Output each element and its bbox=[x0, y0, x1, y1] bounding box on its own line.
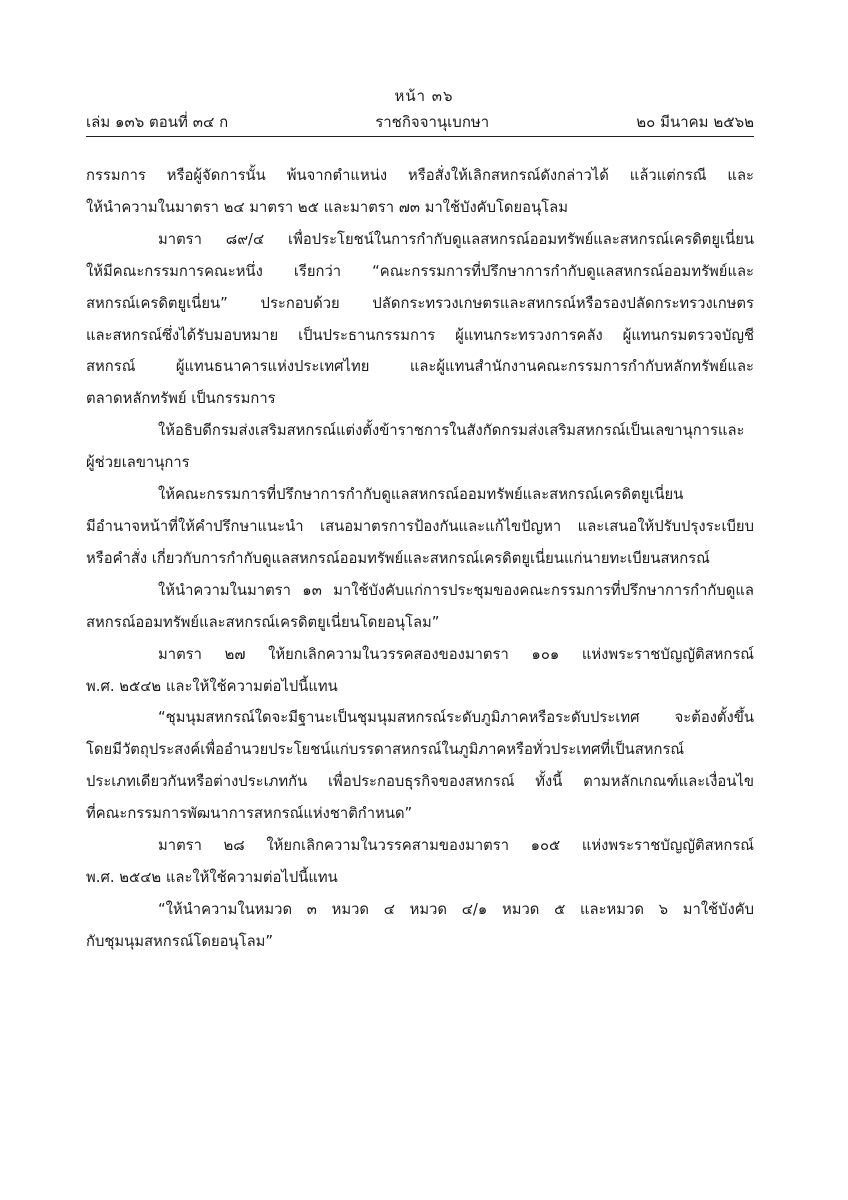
paragraph bbox=[86, 415, 754, 479]
text-line: มีอำนาจหน้าที่ให้คำปรึกษาแนะนำ เสนอมาตรการป้องกันและแก้ไขปัญหา และเสนอให้ปรับปรุงระเบียบ bbox=[86, 517, 754, 535]
volume-issue: เล่ม ๑๓๖ ตอนที่ ๓๔ ก bbox=[86, 113, 229, 131]
text-line: และสหกรณ์ซึ่งได้รับมอบหมาย เป็นประธานกรรมการ ผู้แทนกระทรวงการคลัง ผู้แทนกรมตรวจบัญชี bbox=[86, 326, 754, 344]
text-line: กรรมการ หรือผู้จัดการนั้น พ้นจากตำแหน่ง หรือสั่งให้เลิกสหกรณ์ดังกล่าวได้ แล้วแต่กรณี และ bbox=[86, 167, 754, 184]
text-line: ให้นำความในมาตรา ๒๔ มาตรา ๒๕ และมาตรา ๗๓ มาใช้บังคับโดยอนุโลม bbox=[86, 198, 568, 216]
text-line: ที่คณะกรรมการพัฒนาการสหกรณ์แห่งชาติกำหนด” bbox=[86, 805, 413, 823]
publication-name: ราชกิจจานุเบกษา bbox=[375, 113, 490, 131]
paragraph bbox=[86, 479, 754, 575]
text-line: ให้มีคณะกรรมการคณะหนึ่ง เรียกว่า “คณะกรรมการที่ปรึกษาการกำกับดูแลสหกรณ์ออมทรัพย์และ bbox=[86, 262, 754, 280]
text-line: พ.ศ. ๒๕๔๒ และให้ใช้ความต่อไปนี้แทน bbox=[86, 868, 338, 886]
text-line: สหกรณ์ ผู้แทนธนาคารแห่งประเทศไทย และผู้แทนสำนักงานคณะกรรมการกำกับหลักทรัพย์และ bbox=[86, 358, 754, 376]
text-line: มาตรา ๒๗ ให้ยกเลิกความในวรรคสองของมาตรา ๑๐๑ แห่งพระราชบัญญัติสหกรณ์ bbox=[158, 645, 754, 663]
text-line: ให้อธิบดีกรมส่งเสริมสหกรณ์แต่งตั้งข้าราชการในสังกัดกรมส่งเสริมสหกรณ์เป็นเลขานุการและ bbox=[158, 422, 745, 440]
text-line: หรือคำสั่ง เกี่ยวกับการกำกับดูแลสหกรณ์ออมทรัพย์และสหกรณ์เครดิตยูเนี่ยนแก่นายทะเบียนสหกรณ์ bbox=[86, 549, 710, 567]
text-line: ผู้ช่วยเลขานุการ bbox=[86, 454, 190, 472]
text-line: ให้นำความในมาตรา ๑๓ มาใช้บังคับแก่การประชุมของคณะกรรมการที่ปรึกษาการกำกับดูแล bbox=[158, 581, 754, 599]
paragraph bbox=[86, 224, 754, 415]
text-line: มาตรา ๒๘ ให้ยกเลิกความในวรรคสามของมาตรา ๑๐๕ แห่งพระราชบัญญัติสหกรณ์ bbox=[158, 837, 754, 855]
document-body bbox=[86, 160, 754, 958]
paragraph bbox=[86, 894, 754, 958]
paragraph bbox=[86, 575, 754, 639]
text-line: กับชุมนุมสหกรณ์โดยอนุโลม” bbox=[86, 932, 274, 950]
text-line: ประเภทเดียวกันหรือต่างประเภทกัน เพื่อประกอบธุรกิจของสหกรณ์ ทั้งนี้ ตามหลักเกณฑ์และเงื่อนไข bbox=[86, 773, 754, 791]
text-line: สหกรณ์เครดิตยูเนี่ยน” ประกอบด้วย ปลัดกระทรวงเกษตรและสหกรณ์หรือรองปลัดกระทรวงเกษตร bbox=[86, 294, 754, 312]
publication-date: ๒๐ มีนาคม ๒๕๖๒ bbox=[636, 113, 754, 131]
paragraph bbox=[86, 160, 754, 224]
text-line: ให้คณะกรรมการที่ปรึกษาการกำกับดูแลสหกรณ์ออมทรัพย์และสหกรณ์เครดิตยูเนี่ยน bbox=[158, 486, 684, 504]
paragraph bbox=[86, 639, 754, 703]
header-divider bbox=[86, 136, 754, 137]
text-line: ตลาดหลักทรัพย์ เป็นกรรมการ bbox=[86, 390, 276, 408]
page-number: หน้า ๓๖ bbox=[394, 87, 454, 105]
text-line: มาตรา ๘๙/๔ เพื่อประโยชน์ในการกำกับดูแลสหกรณ์ออมทรัพย์และสหกรณ์เครดิตยูเนี่ยน bbox=[158, 230, 754, 248]
text-line: พ.ศ. ๒๕๔๒ และให้ใช้ความต่อไปนี้แทน bbox=[86, 677, 338, 695]
text-line: “ชุมนุมสหกรณ์ใดจะมีฐานะเป็นชุมนุมสหกรณ์ระดับภูมิภาคหรือระดับประเทศ จะต้องตั้งขึ้น bbox=[158, 709, 754, 727]
text-line: “ให้นำความในหมวด ๓ หมวด ๔ หมวด ๔/๑ หมวด ๕ และหมวด ๖ มาใช้บังคับ bbox=[158, 900, 754, 918]
paragraph bbox=[86, 702, 754, 830]
text-line: โดยมีวัตถุประสงค์เพื่ออำนวยประโยชน์แก่บรรดาสหกรณ์ในภูมิภาคหรือทั่วประเทศที่เป็นสหกรณ์ bbox=[86, 741, 685, 759]
text-line: สหกรณ์ออมทรัพย์และสหกรณ์เครดิตยูเนี่ยนโดยอนุโลม” bbox=[86, 613, 440, 631]
paragraph bbox=[86, 830, 754, 894]
gazette-header bbox=[86, 110, 754, 134]
